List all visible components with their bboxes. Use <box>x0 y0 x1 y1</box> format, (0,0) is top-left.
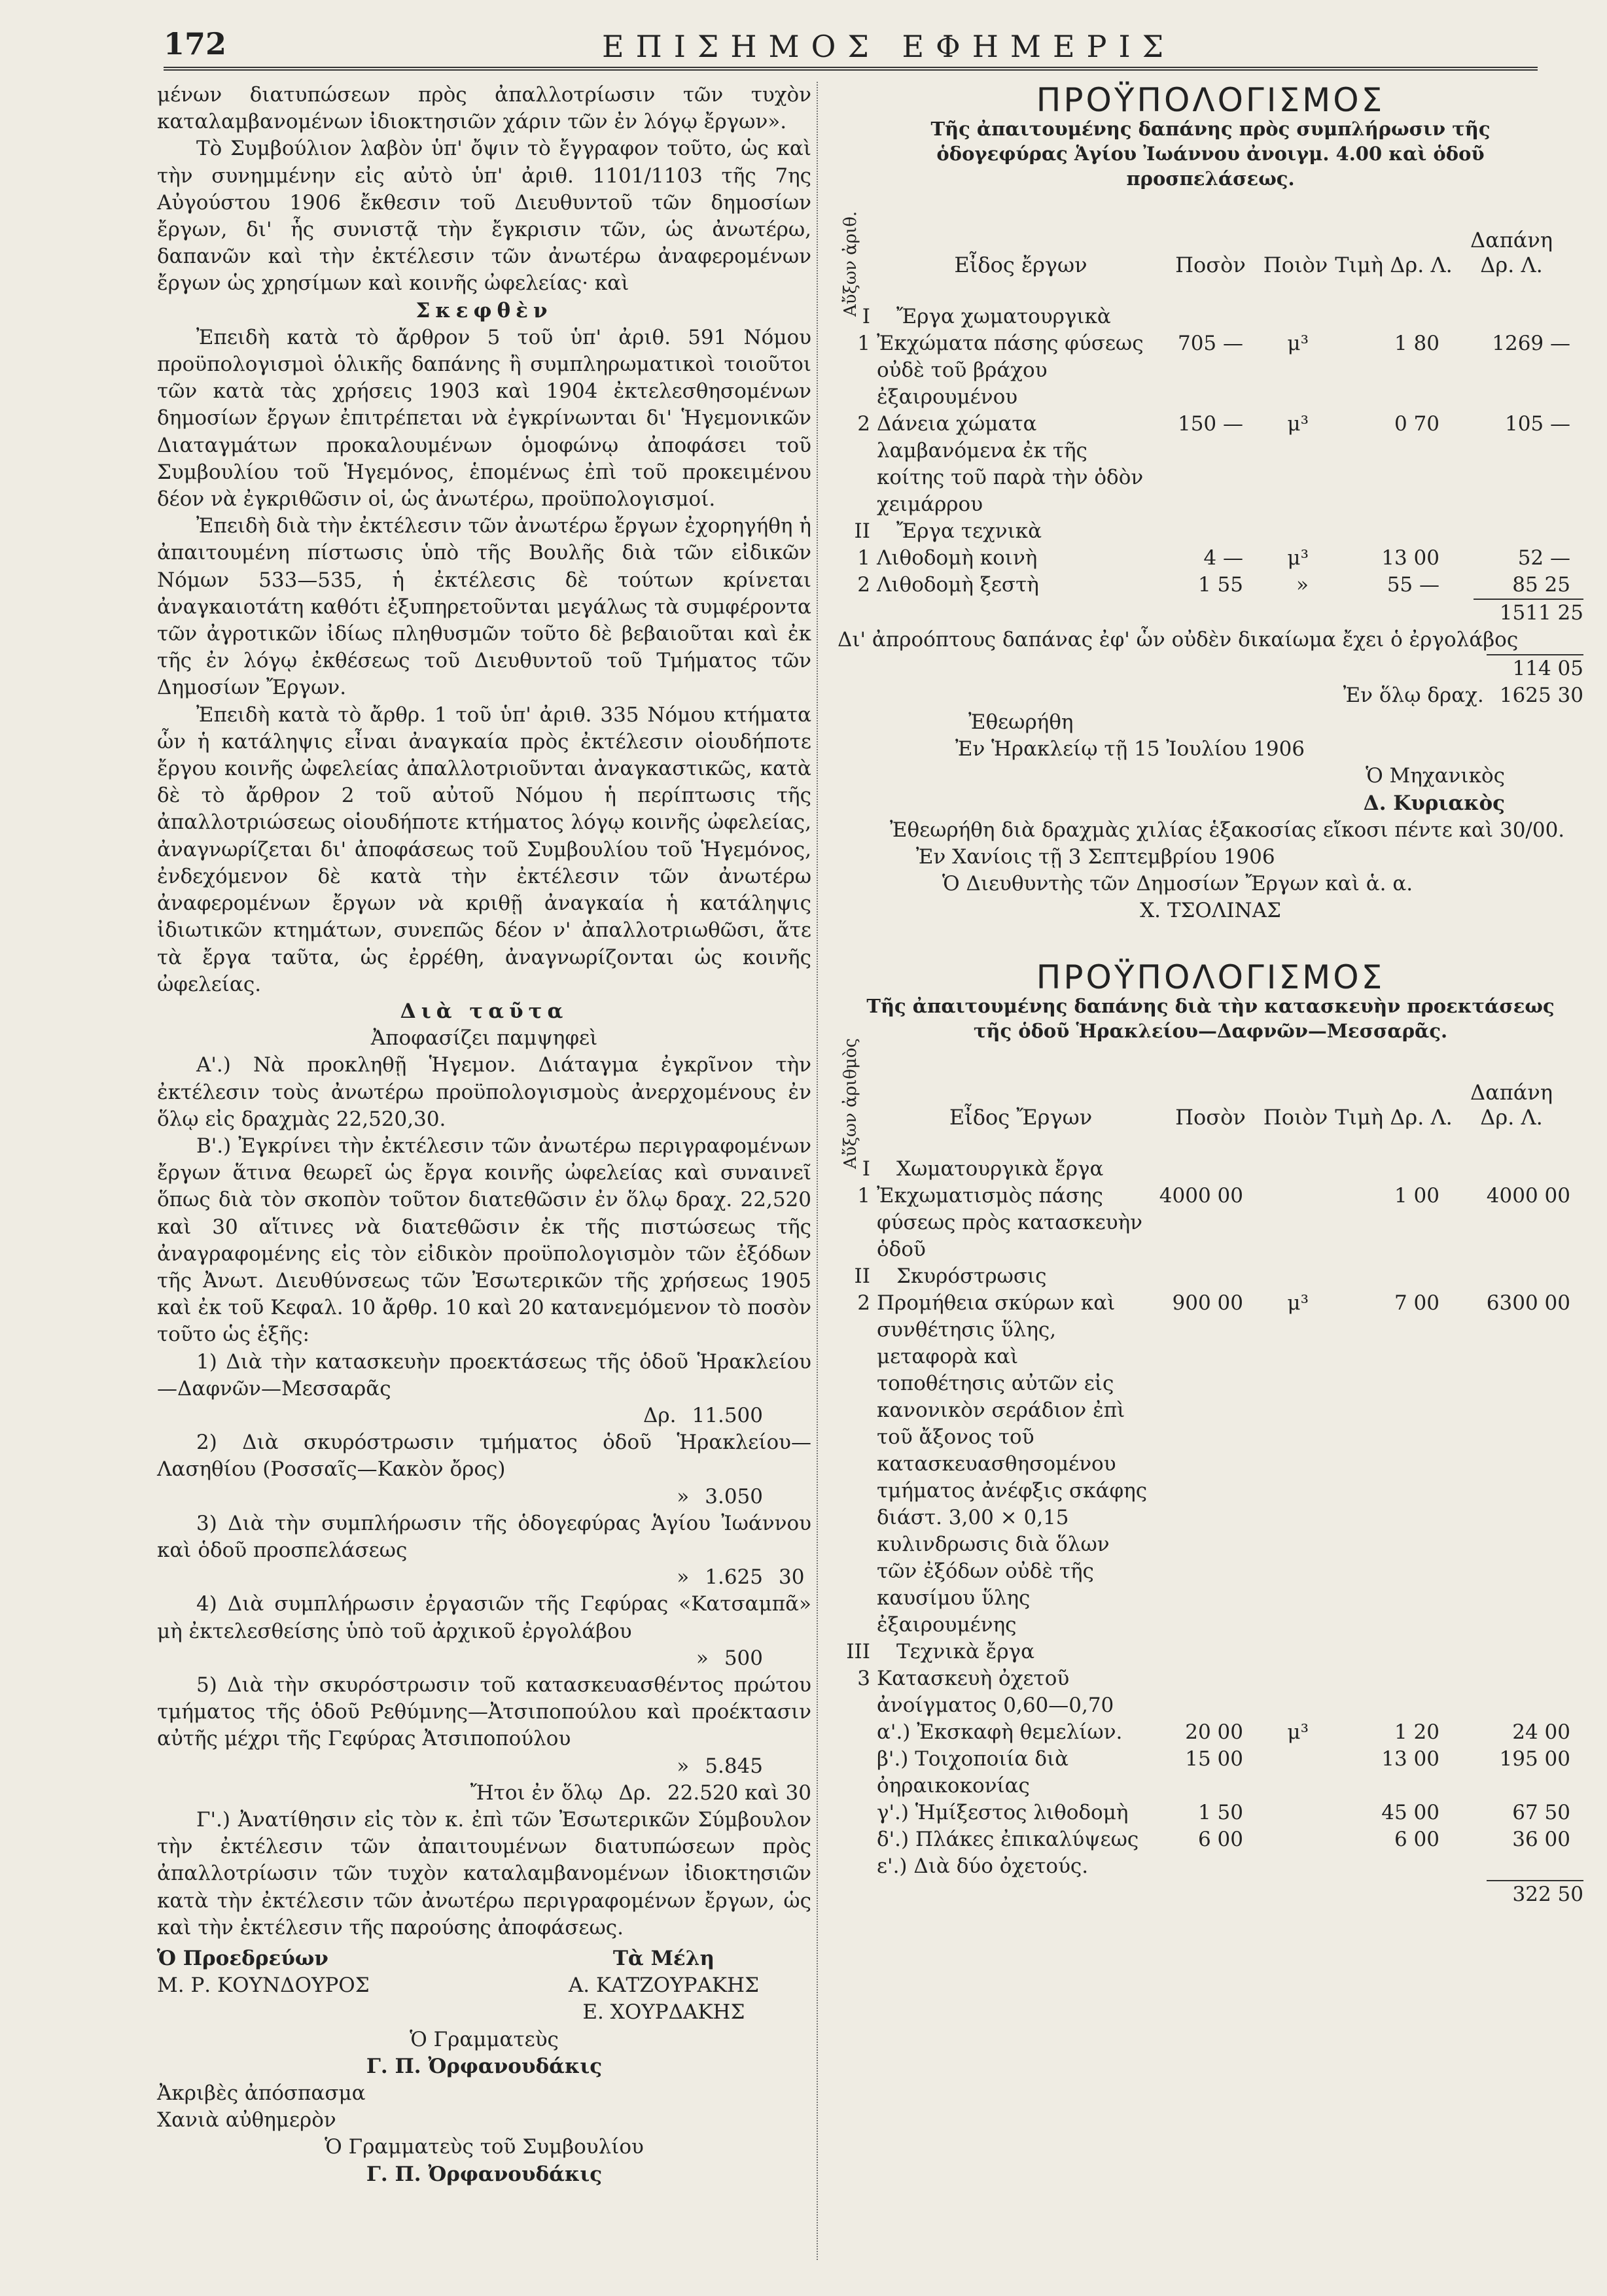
cell-desc: Δάνεια χώματα λαμβανόμενα ἐκ τῆς κοίτης τοῦ παρὰ τὴν ὁδὸν χειμάρρου <box>877 412 1144 517</box>
contingency-line: Δι' ἀπροόπτους δαπάνας ἐφ' ὧν οὐδὲν δικαίωμα ἔχει ὁ ἐργολάβος <box>838 628 1519 652</box>
cell-unit <box>1243 518 1309 545</box>
cell-qty: 705 — <box>1177 332 1243 356</box>
list-item-amount: Δρ. 11.500 <box>643 1403 763 1427</box>
cell-desc: Ἐκχώματα πάσης φύσεως οὐδὲ τοῦ βράχου ἐξαιρουμένου <box>877 332 1144 409</box>
budget-road <box>838 958 1583 1908</box>
table-row <box>838 411 1583 518</box>
allocation-total: Ἤτοι ἐν ὅλῳ Δρ. 22.520 καὶ 30 <box>470 1781 811 1805</box>
cell-desc: Χωματουργικὰ ἔργα <box>896 1157 1104 1181</box>
list-item: 5) Διὰ τὴν σκυρόστρωσιν τοῦ κατασκευασθέντος πρώτου τμήματος τῆς ὁδοῦ Ρεθύμνης—Ἀτσιποπούλου καὶ προέκτασιν αὐτῆς μέχρι τῆς Γεφύρας Ἀτσιποπούλου <box>157 1673 811 1751</box>
list-item: 2) Διὰ σκυρόστρωσιν τμήματος ὁδοῦ Ἡρακλείου—Λασηθίου (Ροσσαῖς—Κακὸν ὄρος) <box>157 1431 811 1482</box>
paragraph: Ἐπειδὴ κατὰ τὸ ἄρθρον 5 τοῦ ὑπ' ἀριθ. 591 Νόμου προϋπολογισμοὶ ὁλικῆς δαπάνης ἢ συμπληρωματικοὶ τοιοῦτοι τῶν κατὰ τὰς χρήσεις 1903 καὶ 1904 ἐκτελεσθησομένων δημοσίων ἔργων ἐπιτρέπεται νὰ ἐγκρίνωνται δι' Ἡγεμονικῶν Διαταγμάτων προκαλουμένων ὁμοφώνῳ ἀποφάσει τοῦ Συμβουλίου τοῦ Ἡγεμόνος, ἑπομένως ἐπὶ τοῦ προκειμένου δέον νὰ ἐγκριθῶσιν οἱ, ὡς ἀνωτέρω, προϋπολογισμοί. <box>157 325 811 512</box>
list-item-amount: » 500 <box>696 1646 763 1670</box>
table-row <box>838 1800 1583 1826</box>
budget-subtitle: Τῆς ἀπαιτουμένης δαπάνης πρὸς συμπλήρωσιν τῆς ὁδογεφύρας Ἁγίου Ἰωάννου ἀνοιγμ. 4.00 καὶ ὁδοῦ προσπελάσεως. <box>930 118 1491 190</box>
cell-num: I <box>862 1157 870 1181</box>
cell-unit <box>1243 1639 1309 1665</box>
cell-desc: δ'.) Πλάκες ἐπικαλύψεως <box>877 1827 1139 1851</box>
section-heading: Διὰ ταῦτα <box>400 999 569 1023</box>
cell-qty: 1 55 <box>1197 573 1243 597</box>
cell-desc: γ'.) Ἡμίξεστος λιθοδομὴ <box>877 1800 1129 1824</box>
cell-cost: 85 25 <box>1512 573 1570 597</box>
contingency-amount: 114 05 <box>838 654 1583 682</box>
cell-unit: μ³ <box>1287 1291 1309 1315</box>
table-row <box>838 1826 1583 1853</box>
cell-cost <box>1439 1853 1570 1880</box>
cell-num <box>838 1800 877 1826</box>
cell-unit <box>1243 1183 1309 1263</box>
cell-num: 2 <box>857 573 870 597</box>
table-row <box>838 330 1583 411</box>
col-cost: Δαπάνη Δρ. Λ. <box>1470 1079 1553 1130</box>
list-item-amount: » 5.845 <box>677 1754 763 1778</box>
list-item: 3) Διὰ τὴν συμπλήρωσιν τῆς ὁδογεφύρας Ἁγίου Ἰωάννου καὶ ὁδοῦ προσπελάσεως <box>157 1511 811 1562</box>
cell-num: 1 <box>857 332 870 356</box>
cell-price: 1 00 <box>1394 1183 1439 1208</box>
table-row <box>838 1183 1583 1263</box>
cell-price <box>1309 304 1439 330</box>
director-title: Ὁ Διευθυντὴς τῶν Δημοσίων Ἔργων καὶ ἁ. α. <box>942 872 1413 896</box>
left-column <box>157 82 811 2188</box>
cell-qty: 1 50 <box>1197 1800 1243 1824</box>
table-row <box>838 545 1583 572</box>
director-name: Χ. ΤΣΟΛΙΝΑΣ <box>1140 899 1281 923</box>
cell-cost: 67 50 <box>1512 1800 1570 1824</box>
cell-unit <box>1243 1665 1309 1719</box>
cell-price: 13 00 <box>1381 546 1439 570</box>
cell-price: 6 00 <box>1394 1827 1439 1851</box>
cell-unit: μ³ <box>1287 412 1309 436</box>
col-unit: Ποιὸν <box>1263 1104 1328 1130</box>
cell-qty <box>1152 1639 1243 1665</box>
members-signature <box>569 1945 759 2026</box>
cell-price <box>1309 1853 1439 1880</box>
place-date: Ἐν Χανίοις τῇ 3 Σεπτεμβρίου 1906 <box>916 845 1275 869</box>
cell-qty <box>1152 1665 1243 1719</box>
cell-num: 1 <box>857 546 870 570</box>
cell-price: 55 — <box>1386 573 1439 597</box>
budget-title: ΠΡΟΫΠΟΛΟΓΙΣΜΟΣ <box>1036 958 1385 996</box>
secretary-name: Γ. Π. Ὀρφανουδάκις <box>366 2054 603 2078</box>
cell-desc: Σκυρόστρωσις <box>896 1264 1047 1288</box>
cell-num: 2 <box>857 412 870 436</box>
budget-subtotal: 322 50 <box>838 1880 1583 1908</box>
president-name: Μ. Ρ. ΚΟΥΝΔΟΥΡΟΣ <box>157 1974 370 1998</box>
table-row <box>838 1639 1583 1665</box>
col-kind: Εἶδος ἔργων <box>954 252 1087 278</box>
cell-qty: 150 — <box>1177 412 1243 436</box>
cell-qty: 6 00 <box>1197 1827 1243 1851</box>
cell-qty: 15 00 <box>1185 1747 1243 1771</box>
cell-qty <box>1152 1853 1243 1880</box>
council-secretary-name: Γ. Π. Ὀρφανουδάκις <box>366 2162 603 2186</box>
president-title: Ὁ Προεδρεύων <box>157 1947 328 1971</box>
cell-cost: 105 — <box>1504 412 1570 436</box>
budget-title: ΠΡΟΫΠΟΛΟΓΙΣΜΟΣ <box>1036 81 1385 119</box>
copy-note: Χανιὰ αὐθημερὸν <box>157 2108 336 2132</box>
cell-desc: β'.) Τοιχοποιία διὰ ὀηραικοκονίας <box>877 1747 1069 1798</box>
cell-price: 0 70 <box>1394 412 1439 436</box>
col-kind: Εἶδος Ἔργων <box>949 1104 1093 1130</box>
paragraph: Ἐπειδὴ διὰ τὴν ἐκτέλεσιν τῶν ἀνωτέρω ἔργων ἐχορηγήθη ἡ ἀπαιτουμένη πίστωσις ὑπὸ τῆς Βουλῆς διὰ τῶν εἰδικῶν Νόμων 533—535, ἡ ἐκτέλεσις δὲ τούτων κρίνεται ἀναγκαιοτάτη καθότι ἐξυπηρετοῦνται μεγάλως τὰ συμφέροντα τῶν ἀγροτικῶν ἰδίως πληθυσμῶν τοῦτο δὲ βεβαιοῦται καὶ ἐκ τῆς ἐν λόγῳ ἐκθέσεως τοῦ Διευθυντοῦ τοῦ Τμήματος τῶν Δημοσίων Ἔργων. <box>157 514 811 700</box>
paragraph: Β'.) Ἐγκρίνει τὴν ἐκτέλεσιν τῶν ἀνωτέρω περιγραφομένων ἔργων ἅτινα θεωρεῖ ὡς ἔργα κοινῆς ὠφελείας καὶ συναινεῖ ὅπως διὰ τὸν σκοπὸν τοῦτον διατεθῶσιν ἐν ὅλῳ δραχ. 22,520 καὶ 30 αἵτινες νὰ διατεθῶσιν ἐκ τῆς πιστώσεως τῆς ἀναγραφομένης εἰς τὸν εἰδικὸν προϋπολογισμὸν τῶν ἐξόδων τῆς Ἀνωτ. Διευθύνσεως τῶν Ἐσωτερικῶν τῆς χρήσεως 1905 καὶ ἐκ τοῦ Κεφαλ. 10 ἄρθρ. 10 καὶ 20 κατανεμόμενον τὸ ποσὸν τοῦτο ὡς ἑξῆς: <box>157 1134 811 1347</box>
table-row <box>838 1719 1583 1746</box>
cell-num: 3 <box>857 1666 870 1690</box>
cell-price <box>1309 518 1439 545</box>
secretary-title: Ὁ Γραμματεὺς <box>410 2027 559 2051</box>
cell-desc: Λιθοδομὴ ξεστὴ <box>877 573 1039 597</box>
cell-price <box>1309 1665 1439 1719</box>
table-row <box>838 1290 1583 1639</box>
list-item: 1) Διὰ τὴν κατασκευὴν προεκτάσεως τῆς ὁδοῦ Ἡρακλείου—Δαφνῶν—Μεσσαρᾶς <box>157 1349 811 1400</box>
cell-cost <box>1439 518 1570 545</box>
cell-num <box>838 1853 877 1880</box>
cell-desc: Ἔργα τεχνικὰ <box>896 519 1042 544</box>
allocation-list <box>157 1349 811 1807</box>
table-row <box>838 518 1583 545</box>
cell-unit <box>1243 1263 1309 1290</box>
cell-unit <box>1243 1746 1309 1800</box>
budget-rows <box>838 1156 1583 1880</box>
cell-num: 2 <box>857 1291 870 1315</box>
col-unit: Ποιὸν <box>1263 252 1328 278</box>
cell-cost: 1269 — <box>1492 332 1570 356</box>
table-row <box>838 1746 1583 1800</box>
cell-num: II <box>854 1264 870 1288</box>
col-price: Τιμὴ Δρ. Λ. <box>1335 1104 1453 1130</box>
cell-cost <box>1439 1156 1570 1183</box>
table-row <box>838 1853 1583 1880</box>
cell-unit: » <box>1296 573 1309 597</box>
budget-bridge <box>838 81 1583 925</box>
cell-desc: Λιθοδομὴ κοινὴ <box>877 546 1038 570</box>
cell-unit <box>1243 1853 1309 1880</box>
header-rule <box>164 67 1538 71</box>
cell-cost <box>1439 304 1570 330</box>
cell-cost <box>1439 1263 1570 1290</box>
cell-desc: α'.) Ἐκσκαφὴ θεμελίων. <box>877 1720 1123 1744</box>
cell-price: 45 00 <box>1381 1800 1439 1824</box>
cell-desc: Τεχνικὰ ἔργα <box>896 1639 1035 1663</box>
approved-note: Ἐθεωρήθη <box>968 710 1074 735</box>
serial-number-header: Αὔξων ἀριθ. <box>841 211 860 317</box>
members-title: Τὰ Μέλη <box>612 1947 715 1971</box>
cell-cost: 6300 00 <box>1486 1291 1570 1315</box>
cell-qty: 4 — <box>1203 546 1243 570</box>
serial-number-header: Αὔξων ἀριθμὸς <box>841 1037 860 1169</box>
table-row <box>838 1665 1583 1719</box>
col-qty: Ποσὸν <box>1175 252 1246 278</box>
cell-qty <box>1152 304 1243 330</box>
cell-qty <box>1152 1156 1243 1183</box>
budget-rows <box>838 304 1583 599</box>
cell-cost: 52 — <box>1517 546 1570 570</box>
cell-desc: ε'.) Διὰ δύο ὀχετούς. <box>877 1854 1089 1878</box>
budget-subtotal: 1511 25 <box>838 599 1583 627</box>
budget-total: Ἐν ὅλῳ δραχ. 1625 30 <box>1343 683 1583 707</box>
cell-cost: 195 00 <box>1499 1747 1570 1771</box>
cell-cost: 4000 00 <box>1486 1183 1570 1208</box>
newspaper-title: ΕΠΙΣΗΜΟΣ ΕΦΗΜΕΡΙΣ <box>602 29 1176 64</box>
cell-unit <box>1243 1826 1309 1853</box>
right-column <box>838 82 1583 1908</box>
cell-num <box>838 1719 877 1746</box>
page-number: 172 <box>164 26 227 61</box>
decision-line: Ἀποφασίζει παμψηφεὶ <box>370 1026 598 1051</box>
member-name: Ε. ΧΟΥΡΔΑΚΗΣ <box>582 2000 745 2025</box>
cell-price: 1 80 <box>1394 332 1439 356</box>
cell-desc: Προμήθεια σκύρων καὶ συνθέτησις ὕλης, μεταφορὰ καὶ τοποθέτησις αὐτῶν εἰς κανονικὸν σεράδιον ἐπὶ τοῦ ἄξονος τοῦ κατασκευασθησομένου τμήματος ἀνέφξις σκάφης διάστ. 3,00 ⨯ 0,15 κυλινδρωσις διὰ ὅλων τῶν ἐξόδων οὐδὲ τῆς καυσίμου ὕλης ἐξαιρουμένης <box>877 1291 1148 1637</box>
table-row <box>838 1263 1583 1290</box>
paragraph: Γ'.) Ἀνατίθησιν εἰς τὸν κ. ἐπὶ τῶν Ἐσωτερικῶν Σύμβουλον τὴν ἐκτέλεσιν τῶν ἀπαιτουμένων διατυπώσεων πρὸς ἀπαλλοτρίωσιν τῶν τυχὸν καταλαμβανομένων ἰδιοκτησιῶν κατὰ τὴν ἐκτέλεσιν τῶν ἀνωτέρω περιγραφομένων ἔργων, ὡς καὶ τὴν ἐκτέλεσιν τῆς παρούσης ἀποφάσεως. <box>157 1808 811 1939</box>
cell-desc: Ἔργα χωματουργικὰ <box>896 305 1111 329</box>
approved-sum: Ἐθεωρήθη διὰ δραχμὰς χιλίας ἑξακοσίας εἴκοσι πέντε καὶ 30/00. <box>890 818 1565 842</box>
cell-cost <box>1439 1665 1570 1719</box>
cell-qty: 20 00 <box>1185 1720 1243 1744</box>
cell-price: 1 20 <box>1394 1720 1439 1744</box>
president-signature <box>157 1945 370 2026</box>
cell-price: 13 00 <box>1381 1747 1439 1771</box>
cell-cost <box>1439 1639 1570 1665</box>
engineer-title: Ὁ Μηχανικὸς <box>1366 764 1505 788</box>
cell-unit <box>1243 1156 1309 1183</box>
table-row <box>838 304 1583 330</box>
paragraph: μένων διατυπώσεων πρὸς ἀπαλλοτρίωσιν τῶν τυχὸν καταλαμβανομένων ἰδιοκτησιῶν χάριν τῶν ἐν λόγῳ ἔργων». <box>157 83 811 134</box>
budget-subtitle: Τῆς ἀπαιτουμένης δαπάνης διὰ τὴν κατασκευὴν προεκτάσεως τῆς ὁδοῦ Ἡρακλείου—Δαφνῶν—Μεσσαρᾶς. <box>866 994 1555 1042</box>
copy-note: Ἀκριβὲς ἀπόσπασμα <box>157 2081 366 2106</box>
signatures <box>157 1945 811 2026</box>
cell-qty: 4000 00 <box>1159 1183 1243 1208</box>
cell-num: 1 <box>857 1183 870 1208</box>
col-cost: Δαπάνη Δρ. Λ. <box>1470 228 1553 278</box>
cell-qty <box>1152 1263 1243 1290</box>
section-heading: Σκεφθὲν <box>415 298 553 322</box>
list-item-amount: » 3.050 <box>677 1484 763 1508</box>
paragraph: Ἐπειδὴ κατὰ τὸ ἄρθρ. 1 τοῦ ὑπ' ἀριθ. 335 Νόμου κτήματα ὧν ἡ κατάληψις εἶναι ἀναγκαία πρὸς ἐκτέλεσιν οἱουδήποτε ἔργου κοινῆς ὠφελείας ἀπαλλοτριοῦνται ἀναγκαστικῶς, κατὰ δὲ τὸ ἄρθρον 2 τοῦ αὐτοῦ Νόμου ἡ περίπτωσις τῆς ἀπαλλοτριώσεως οἱουδήποτε κτήματος λόγῳ κοινῆς ὠφελείας, ἀναγνωρίζεται δι' ἀποφάσεως τοῦ Συμβουλίου τοῦ Ἡγεμόνος, ἐνδεχόμενον δὲ κατὰ τὴν ἐκτέλεσιν τῶν ἀνωτέρω ἀναφερομένων ἔργων νὰ κριθῇ ἀναγκαία ἡ κατάληψις ἰδιωτικῶν κτημάτων, συνεπῶς δέον ν' ἀπαλλοτριωθῶσι, ἅτε τὰ ἔργα ταῦτα, ὡς ἐρρέθη, ἀναγνωρίζονται ὡς κοινῆς ὠφελείας. <box>157 703 811 996</box>
cell-unit: μ³ <box>1287 1720 1309 1744</box>
council-secretary-title: Ὁ Γραμματεὺς τοῦ Συμβουλίου <box>325 2135 644 2159</box>
table-row <box>838 1156 1583 1183</box>
cell-unit: μ³ <box>1287 332 1309 356</box>
column-divider <box>817 82 818 2260</box>
cell-cost: 24 00 <box>1512 1720 1570 1744</box>
cell-price: 7 00 <box>1394 1291 1439 1315</box>
cell-unit: μ³ <box>1287 546 1309 570</box>
list-item: 4) Διὰ συμπλήρωσιν ἐργασιῶν τῆς Γεφύρας «Κατσαμπᾶ» μὴ ἐκτελεσθείσης ὑπὸ τοῦ ἀρχικοῦ ἐργολάβου <box>157 1592 811 1643</box>
paragraph: Τὸ Συμβούλιον λαβὸν ὑπ' ὄψιν τὸ ἔγγραφον τοῦτο, ὡς καὶ τὴν συνημμένην εἰς αὐτὸ ὑπ' ἀριθ. 1101/1103 τῆς 7ης Αὐγούστου 1906 ἔκθεσιν τοῦ Διευθυντοῦ τῶν δημοσίων ἔργων, δι' ἧς συνιστᾷ τὴν ἔγκρισιν τῶν, ὡς ἀνωτέρω, δαπανῶν καὶ τὴν ἐκτέλεσιν τῶν ἀνωτέρω ἀναφερομένων ἔργων ὡς χρησίμων καὶ κοινῆς ὠφελείας· καὶ <box>157 137 811 296</box>
table-row <box>838 572 1583 599</box>
cell-price <box>1309 1156 1439 1183</box>
member-name: Α. ΚΑΤΖΟΥΡΑΚΗΣ <box>568 1974 759 1998</box>
cell-unit <box>1243 304 1309 330</box>
cell-cost: 36 00 <box>1512 1827 1570 1851</box>
cell-desc: Κατασκευὴ ὀχετοῦ ἀνοίγματος 0,60—0,70 <box>877 1666 1114 1717</box>
cell-unit <box>1243 1800 1309 1826</box>
cell-num: II <box>854 519 870 544</box>
cell-num: I <box>862 305 870 329</box>
page-header <box>164 26 1538 65</box>
cell-num <box>838 1826 877 1853</box>
cell-price <box>1309 1639 1439 1665</box>
cell-desc: Ἐκχωματισμὸς πάσης φύσεως πρὸς κατασκευὴν ὁδοῦ <box>877 1183 1142 1261</box>
cell-qty: 900 00 <box>1172 1291 1243 1315</box>
col-price: Τιμὴ Δρ. Λ. <box>1335 252 1453 278</box>
cell-num: III <box>846 1639 870 1663</box>
cell-price <box>1309 1263 1439 1290</box>
list-item-amount: » 1.625 30 <box>677 1565 805 1590</box>
cell-num <box>838 1746 877 1800</box>
col-qty: Ποσὸν <box>1175 1104 1246 1130</box>
cell-qty <box>1152 518 1243 545</box>
engineer-name: Δ. Κυριακὸς <box>1363 791 1505 815</box>
place-date: Ἐν Ἡρακλείῳ τῇ 15 Ἰουλίου 1906 <box>955 737 1305 761</box>
paragraph: Α'.) Νὰ προκληθῇ Ἡγεμον. Διάταγμα ἐγκρῖνον τὴν ἐκτέλεσιν τοὺς ἀνωτέρω προϋπολογισμοὺς ἀνερχομένους ἐν ὅλῳ εἰς δραχμὰς 22,520,30. <box>157 1053 811 1131</box>
